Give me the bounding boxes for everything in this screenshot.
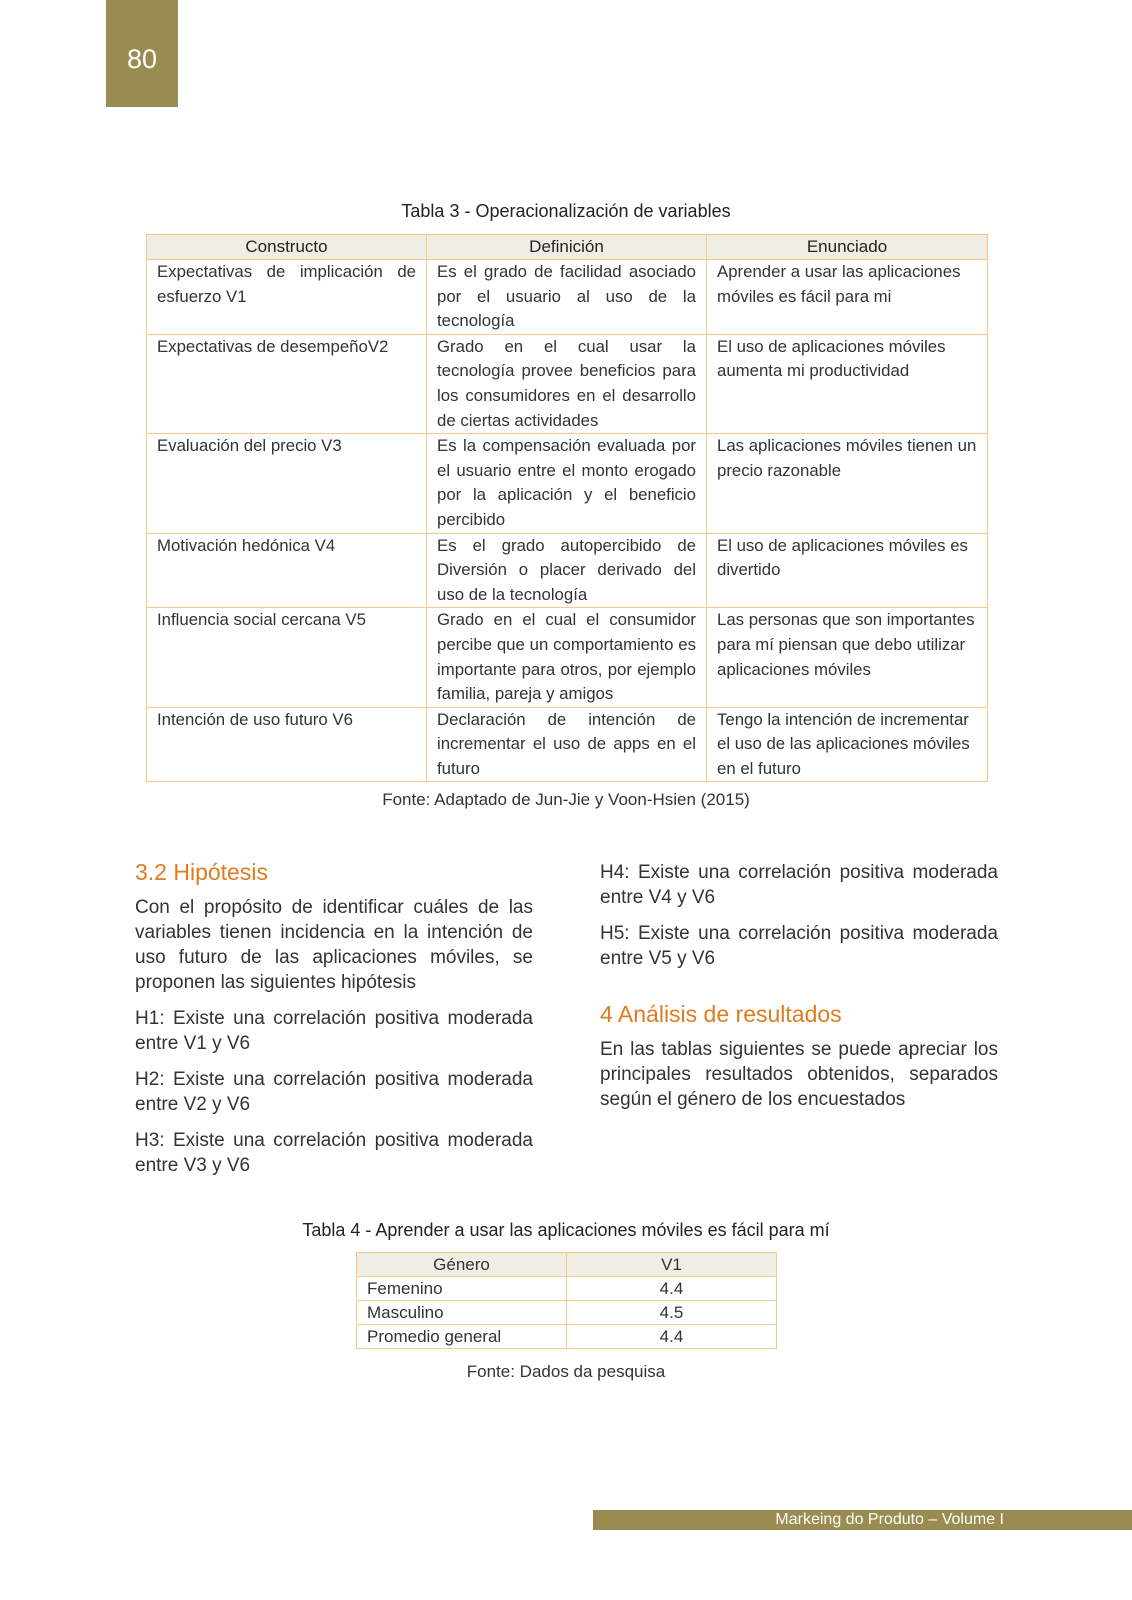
table-cell: Las aplicaciones móviles tienen un precio razonable bbox=[707, 434, 988, 533]
table-cell: Aprender a usar las aplicaciones móviles es fácil para mi bbox=[707, 260, 988, 335]
table-row bbox=[357, 1325, 777, 1349]
table3-caption: Tabla 3 - Operacionalización de variables bbox=[401, 201, 731, 221]
table-cell: Expectativas de desempeñoV2 bbox=[147, 334, 427, 433]
table-cell: Intención de uso futuro V6 bbox=[147, 707, 427, 782]
table-row bbox=[357, 1301, 777, 1325]
table-row bbox=[147, 533, 988, 608]
table-cell: Tengo la intención de incrementar el uso de las aplicaciones móviles en el futuro bbox=[707, 707, 988, 782]
table3-source: Fonte: Adaptado de Jun-Jie y Voon-Hsien (2015) bbox=[382, 790, 750, 809]
hipotesis-intro: Con el propósito de identificar cuáles de las variables tienen incidencia en la intención de uso futuro de las aplicaciones móviles, se proponen las siguientes hipótesis bbox=[135, 897, 533, 993]
table-row bbox=[147, 608, 988, 707]
column-header-definicion: Definición bbox=[427, 235, 707, 260]
table-cell: Es el grado de facilidad asociado por el usuario al uso de la tecnología bbox=[427, 260, 707, 335]
table-cell: Influencia social cercana V5 bbox=[147, 608, 427, 707]
table-cell: 4.5 bbox=[567, 1301, 777, 1325]
hypothesis-h4: H4: Existe una correlación positiva moderada entre V4 y V6 bbox=[600, 862, 998, 908]
table-cell: Grado en el cual el consumidor percibe que un comportamiento es importante para otros, por ejemplo familia, pareja y amigos bbox=[427, 608, 707, 707]
analisis-text: En las tablas siguientes se puede apreciar los principales resultados obtenidos, separados según el género de los encuestados bbox=[600, 1039, 998, 1110]
right-column bbox=[600, 860, 998, 1123]
table-cell: Declaración de intención de incrementar el uso de apps en el futuro bbox=[427, 707, 707, 782]
table-cell: 4.4 bbox=[567, 1325, 777, 1349]
hypothesis-h2: H2: Existe una correlación positiva moderada entre V2 y V6 bbox=[135, 1069, 533, 1115]
table-cell: El uso de aplicaciones móviles aumenta mi productividad bbox=[707, 334, 988, 433]
table-cell: Grado en el cual usar la tecnología provee beneficios para los consumidores en el desarrollo de ciertas actividades bbox=[427, 334, 707, 433]
table-header-row bbox=[357, 1253, 777, 1277]
column-header-enunciado: Enunciado bbox=[707, 235, 988, 260]
column-header-genero: Género bbox=[357, 1253, 567, 1277]
table-cell: Motivación hedónica V4 bbox=[147, 533, 427, 608]
table-cell: Es el grado autopercibido de Diversión o placer derivado del uso de la tecnología bbox=[427, 533, 707, 608]
hypothesis-h3: H3: Existe una correlación positiva moderada entre V3 y V6 bbox=[135, 1130, 533, 1176]
table-cell: 4.4 bbox=[567, 1277, 777, 1301]
table-row bbox=[147, 260, 988, 335]
page-number: 80 bbox=[106, 0, 178, 107]
table-cell: Promedio general bbox=[357, 1325, 567, 1349]
table-cell: Femenino bbox=[357, 1277, 567, 1301]
table-row bbox=[147, 434, 988, 533]
table4-resultados-v1 bbox=[356, 1252, 777, 1349]
table4-caption: Tabla 4 - Aprender a usar las aplicaciones móviles es fácil para mí bbox=[302, 1220, 830, 1240]
column-header-v1: V1 bbox=[567, 1253, 777, 1277]
left-column bbox=[135, 857, 533, 1189]
table-cell: Evaluación del precio V3 bbox=[147, 434, 427, 533]
column-header-constructo: Constructo bbox=[147, 235, 427, 260]
table4-source: Fonte: Dados da pesquisa bbox=[466, 1362, 666, 1381]
table-header-row bbox=[147, 235, 988, 260]
table-cell: Es la compensación evaluada por el usuario entre el monto erogado por la aplicación y el beneficio percibido bbox=[427, 434, 707, 533]
footer-publication-title: Markeing do Produto – Volume I bbox=[593, 1510, 1132, 1530]
table-cell: Las personas que son importantes para mí piensan que debo utilizar aplicaciones móviles bbox=[707, 608, 988, 707]
table-cell: Masculino bbox=[357, 1301, 567, 1325]
hypothesis-h1: H1: Existe una correlación positiva moderada entre V1 y V6 bbox=[135, 1008, 533, 1054]
table3-operacionalizacion bbox=[146, 234, 988, 782]
hypothesis-h5: H5: Existe una correlación positiva moderada entre V5 y V6 bbox=[600, 923, 998, 969]
section-heading-hipotesis: 3.2 Hipótesis bbox=[135, 859, 268, 885]
table-cell: Expectativas de implicación de esfuerzo V1 bbox=[147, 260, 427, 335]
table-row bbox=[357, 1277, 777, 1301]
table-row bbox=[147, 707, 988, 782]
section-heading-analisis: 4 Análisis de resultados bbox=[600, 1001, 842, 1027]
table-cell: El uso de aplicaciones móviles es divertido bbox=[707, 533, 988, 608]
table-row bbox=[147, 334, 988, 433]
